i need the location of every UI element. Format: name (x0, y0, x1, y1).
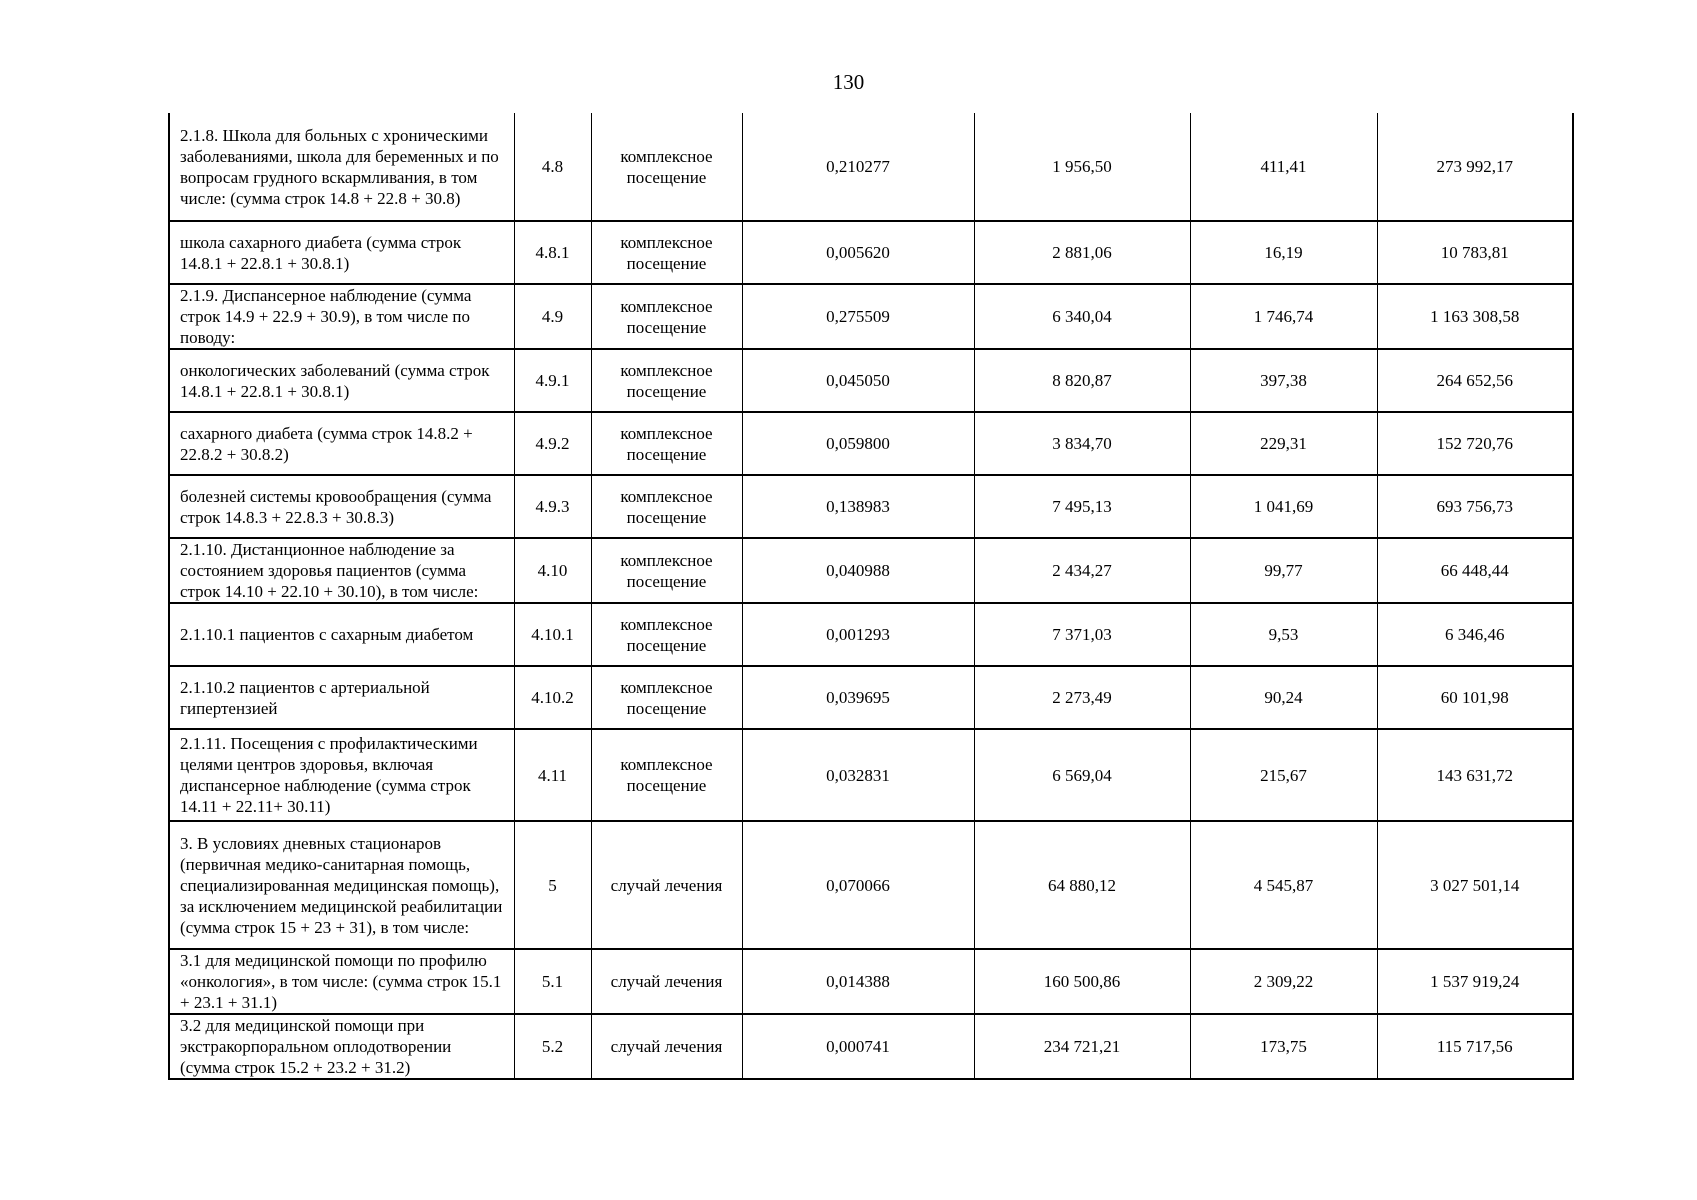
row-norm-cell: 0,040988 (742, 538, 974, 603)
table-row (169, 221, 1573, 284)
row-code-cell: 4.8 (514, 113, 591, 221)
row-total-cell: 273 992,17 (1377, 113, 1573, 221)
row-total-cell: 10 783,81 (1377, 221, 1573, 284)
row-name-cell: 3. В условиях дневных стационаров (первичная медико-санитарная помощь, специализированная медицинская помощь), за исключением медицинской реабилитации (сумма строк 15 + 23 + 31), в том числе: (169, 821, 514, 949)
row-name-cell: 2.1.9. Диспансерное наблюдение (сумма строк 14.9 + 22.9 + 30.9), в том числе по поводу: (169, 284, 514, 349)
row-name-cell: болезней системы кровообращения (сумма строк 14.8.3 + 22.8.3 + 30.8.3) (169, 475, 514, 538)
row-code-cell: 4.10.1 (514, 603, 591, 666)
page-number: 130 (832, 70, 865, 94)
row-code-cell: 4.11 (514, 729, 591, 821)
row-norm-cell: 0,210277 (742, 113, 974, 221)
row-cost-cell: 1 956,50 (974, 113, 1190, 221)
row-code-cell: 4.9.2 (514, 412, 591, 475)
table-row (169, 349, 1573, 412)
row-total-cell: 6 346,46 (1377, 603, 1573, 666)
row-cost-cell: 7 371,03 (974, 603, 1190, 666)
row-code-cell: 4.10.2 (514, 666, 591, 729)
row-unit-cell: комплексное посещение (591, 538, 742, 603)
row-cost-cell: 2 434,27 (974, 538, 1190, 603)
row-code-cell: 4.9 (514, 284, 591, 349)
row-unit-cell: случай лечения (591, 821, 742, 949)
row-cost-cell: 64 880,12 (974, 821, 1190, 949)
row-per-capita-cell: 173,75 (1190, 1014, 1377, 1079)
table-row (169, 666, 1573, 729)
row-name-cell: сахарного диабета (сумма строк 14.8.2 + 22.8.2 + 30.8.2) (169, 412, 514, 475)
table-row (169, 538, 1573, 603)
row-norm-cell: 0,000741 (742, 1014, 974, 1079)
row-norm-cell: 0,059800 (742, 412, 974, 475)
row-norm-cell: 0,001293 (742, 603, 974, 666)
row-norm-cell: 0,138983 (742, 475, 974, 538)
row-per-capita-cell: 215,67 (1190, 729, 1377, 821)
row-cost-cell: 234 721,21 (974, 1014, 1190, 1079)
table-row (169, 821, 1573, 949)
row-unit-cell: комплексное посещение (591, 349, 742, 412)
row-cost-cell: 2 881,06 (974, 221, 1190, 284)
table-row (169, 729, 1573, 821)
row-unit-cell: комплексное посещение (591, 729, 742, 821)
table-row (169, 603, 1573, 666)
row-total-cell: 693 756,73 (1377, 475, 1573, 538)
row-name-cell: школа сахарного диабета (сумма строк 14.8.1 + 22.8.1 + 30.8.1) (169, 221, 514, 284)
row-unit-cell: случай лечения (591, 1014, 742, 1079)
row-per-capita-cell: 229,31 (1190, 412, 1377, 475)
table-row (169, 1014, 1573, 1079)
row-per-capita-cell: 2 309,22 (1190, 949, 1377, 1014)
row-norm-cell: 0,275509 (742, 284, 974, 349)
row-unit-cell: комплексное посещение (591, 603, 742, 666)
row-code-cell: 4.10 (514, 538, 591, 603)
row-unit-cell: комплексное посещение (591, 475, 742, 538)
row-cost-cell: 7 495,13 (974, 475, 1190, 538)
table-row (169, 475, 1573, 538)
row-total-cell: 152 720,76 (1377, 412, 1573, 475)
row-norm-cell: 0,045050 (742, 349, 974, 412)
row-name-cell: 2.1.10. Дистанционное наблюдение за состоянием здоровья пациентов (сумма строк 14.10 + 22.10 + 30.10), в том числе: (169, 538, 514, 603)
row-total-cell: 60 101,98 (1377, 666, 1573, 729)
row-name-cell: 2.1.8. Школа для больных с хроническими заболеваниями, школа для беременных и по вопросам грудного вскармливания, в том числе: (сумма строк 14.8 + 22.8 + 30.8) (169, 113, 514, 221)
row-per-capita-cell: 411,41 (1190, 113, 1377, 221)
data-table (168, 113, 1574, 1080)
row-unit-cell: комплексное посещение (591, 221, 742, 284)
row-name-cell: онкологических заболеваний (сумма строк 14.8.1 + 22.8.1 + 30.8.1) (169, 349, 514, 412)
row-total-cell: 1 537 919,24 (1377, 949, 1573, 1014)
row-per-capita-cell: 9,53 (1190, 603, 1377, 666)
row-unit-cell: комплексное посещение (591, 666, 742, 729)
row-total-cell: 3 027 501,14 (1377, 821, 1573, 949)
row-norm-cell: 0,032831 (742, 729, 974, 821)
table-row (169, 284, 1573, 349)
table-row (169, 949, 1573, 1014)
row-name-cell: 3.1 для медицинской помощи по профилю «онкология», в том числе: (сумма строк 15.1 + 23.1 + 31.1) (169, 949, 514, 1014)
row-per-capita-cell: 4 545,87 (1190, 821, 1377, 949)
row-unit-cell: комплексное посещение (591, 412, 742, 475)
row-cost-cell: 3 834,70 (974, 412, 1190, 475)
table-row (169, 113, 1573, 221)
row-unit-cell: комплексное посещение (591, 284, 742, 349)
row-unit-cell: комплексное посещение (591, 113, 742, 221)
row-total-cell: 1 163 308,58 (1377, 284, 1573, 349)
row-cost-cell: 6 569,04 (974, 729, 1190, 821)
row-cost-cell: 2 273,49 (974, 666, 1190, 729)
row-unit-cell: случай лечения (591, 949, 742, 1014)
row-per-capita-cell: 16,19 (1190, 221, 1377, 284)
row-per-capita-cell: 1 746,74 (1190, 284, 1377, 349)
row-per-capita-cell: 90,24 (1190, 666, 1377, 729)
row-per-capita-cell: 1 041,69 (1190, 475, 1377, 538)
row-code-cell: 4.9.1 (514, 349, 591, 412)
row-name-cell: 2.1.10.2 пациентов с артериальной гипертензией (169, 666, 514, 729)
row-name-cell: 3.2 для медицинской помощи при экстракорпоральном оплодотворении (сумма строк 15.2 + 23.2 + 31.2) (169, 1014, 514, 1079)
row-code-cell: 4.9.3 (514, 475, 591, 538)
row-norm-cell: 0,070066 (742, 821, 974, 949)
table-row (169, 412, 1573, 475)
row-code-cell: 5 (514, 821, 591, 949)
row-total-cell: 66 448,44 (1377, 538, 1573, 603)
row-total-cell: 115 717,56 (1377, 1014, 1573, 1079)
row-cost-cell: 160 500,86 (974, 949, 1190, 1014)
row-per-capita-cell: 397,38 (1190, 349, 1377, 412)
row-code-cell: 5.1 (514, 949, 591, 1014)
row-code-cell: 5.2 (514, 1014, 591, 1079)
row-cost-cell: 6 340,04 (974, 284, 1190, 349)
row-norm-cell: 0,005620 (742, 221, 974, 284)
row-cost-cell: 8 820,87 (974, 349, 1190, 412)
row-total-cell: 143 631,72 (1377, 729, 1573, 821)
row-name-cell: 2.1.10.1 пациентов с сахарным диабетом (169, 603, 514, 666)
row-norm-cell: 0,039695 (742, 666, 974, 729)
row-total-cell: 264 652,56 (1377, 349, 1573, 412)
row-norm-cell: 0,014388 (742, 949, 974, 1014)
row-code-cell: 4.8.1 (514, 221, 591, 284)
row-name-cell: 2.1.11. Посещения с профилактическими целями центров здоровья, включая диспансерное наблюдение (сумма строк 14.11 + 22.11+ 30.11) (169, 729, 514, 821)
row-per-capita-cell: 99,77 (1190, 538, 1377, 603)
